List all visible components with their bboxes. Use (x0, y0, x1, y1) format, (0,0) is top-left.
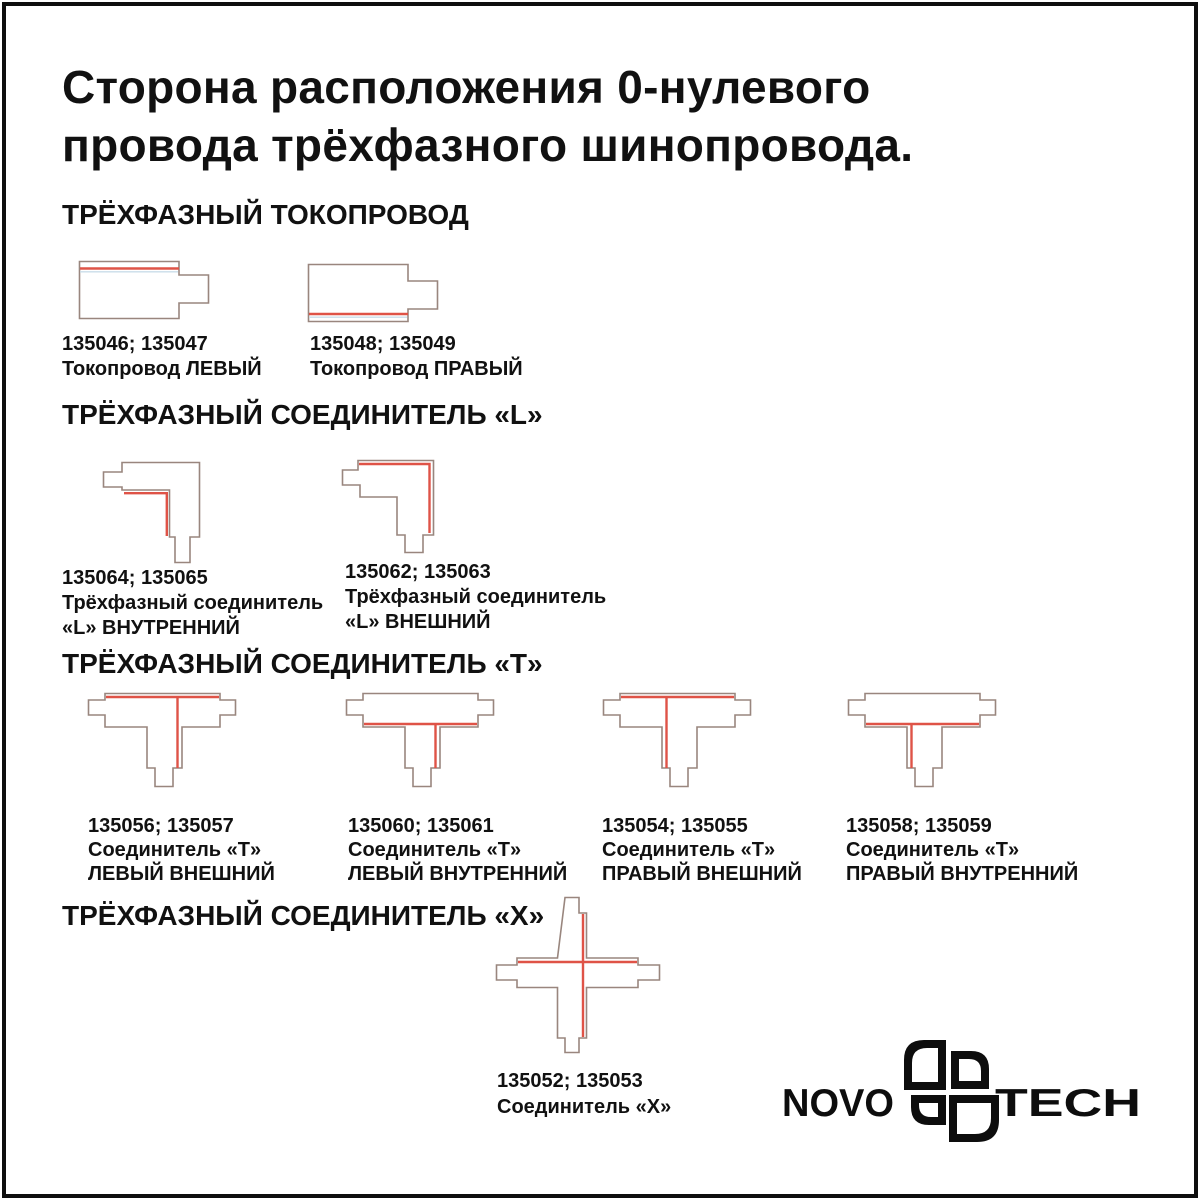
item-name: Соединитель «Т» (348, 839, 522, 861)
track-diagram-t-left-inner (344, 691, 496, 789)
track-diagram-x (494, 895, 662, 1055)
section-heading-t-connector: ТРЁХФАЗНЫЙ СОЕДИНИТЕЛЬ «Т» (62, 648, 543, 679)
track-diagram-l-inner (101, 459, 204, 566)
item-name: Токопровод ПРАВЫЙ (310, 358, 523, 380)
item-code: 135056; 135057 (88, 815, 234, 837)
item-label-t-right-inner (846, 814, 1078, 886)
item-name: Соединитель «Х» (497, 1096, 672, 1118)
item-label-feed-right (310, 332, 523, 382)
track-diagram-feed-left (78, 258, 210, 320)
item-code: 135046; 135047 (62, 333, 208, 355)
track-diagram-t-right-inner (846, 691, 998, 789)
item-code: 135064; 135065 (62, 567, 208, 589)
logo-flower-icon (904, 1040, 999, 1142)
page-title (62, 58, 913, 174)
item-code: 135062; 135063 (345, 561, 491, 583)
item-code: 135060; 135061 (348, 815, 494, 837)
item-label-l-outer (345, 560, 606, 635)
item-name: «L» ВНЕШНИЙ (345, 611, 491, 633)
item-name: ПРАВЫЙ ВНЕШНИЙ (602, 863, 802, 885)
item-label-x (497, 1068, 671, 1120)
item-name: Токопровод ЛЕВЫЙ (62, 358, 262, 380)
track-diagram-t-right-outer (601, 691, 753, 789)
item-label-l-inner (62, 566, 323, 641)
item-name: Трёхфазный соединитель (345, 586, 607, 608)
logo-word-novo: NOVO (782, 1082, 894, 1125)
item-code: 135054; 135055 (602, 815, 748, 837)
novotech-logo (780, 1035, 1145, 1170)
item-label-feed-left (62, 332, 262, 382)
item-code: 135048; 135049 (310, 333, 456, 355)
item-name: «L» ВНУТРЕННИЙ (62, 617, 240, 639)
item-name: Трёхфазный соединитель (62, 592, 324, 614)
item-label-t-left-inner (348, 814, 567, 886)
item-name: Соединитель «Т» (602, 839, 776, 861)
item-name: ПРАВЫЙ ВНУТРЕННИЙ (846, 863, 1079, 885)
track-diagram-t-left-outer (86, 691, 238, 789)
item-name: ЛЕВЫЙ ВНЕШНИЙ (88, 863, 275, 885)
item-name: ЛЕВЫЙ ВНУТРЕННИЙ (348, 863, 568, 885)
item-name: Соединитель «Т» (846, 839, 1020, 861)
title-line-2: провода трёхфазного шинопровода. (62, 119, 914, 171)
item-code: 135058; 135059 (846, 815, 992, 837)
track-diagram-l-outer (340, 457, 437, 564)
track-diagram-feed-right (307, 262, 439, 324)
section-heading-l-connector: ТРЁХФАЗНЫЙ СОЕДИНИТЕЛЬ «L» (62, 399, 543, 430)
section-heading-power-feed: ТРЁХФАЗНЫЙ ТОКОПРОВОД (62, 199, 469, 230)
section-heading-x-connector: ТРЁХФАЗНЫЙ СОЕДИНИТЕЛЬ «Х» (62, 900, 545, 931)
title-line-1: Сторона расположения 0-нулевого (62, 61, 871, 113)
item-label-t-left-outer (88, 814, 275, 886)
item-label-t-right-outer (602, 814, 802, 886)
item-name: Соединитель «Т» (88, 839, 262, 861)
logo-word-tech: TECH (995, 1082, 1141, 1125)
item-code: 135052; 135053 (497, 1070, 643, 1092)
